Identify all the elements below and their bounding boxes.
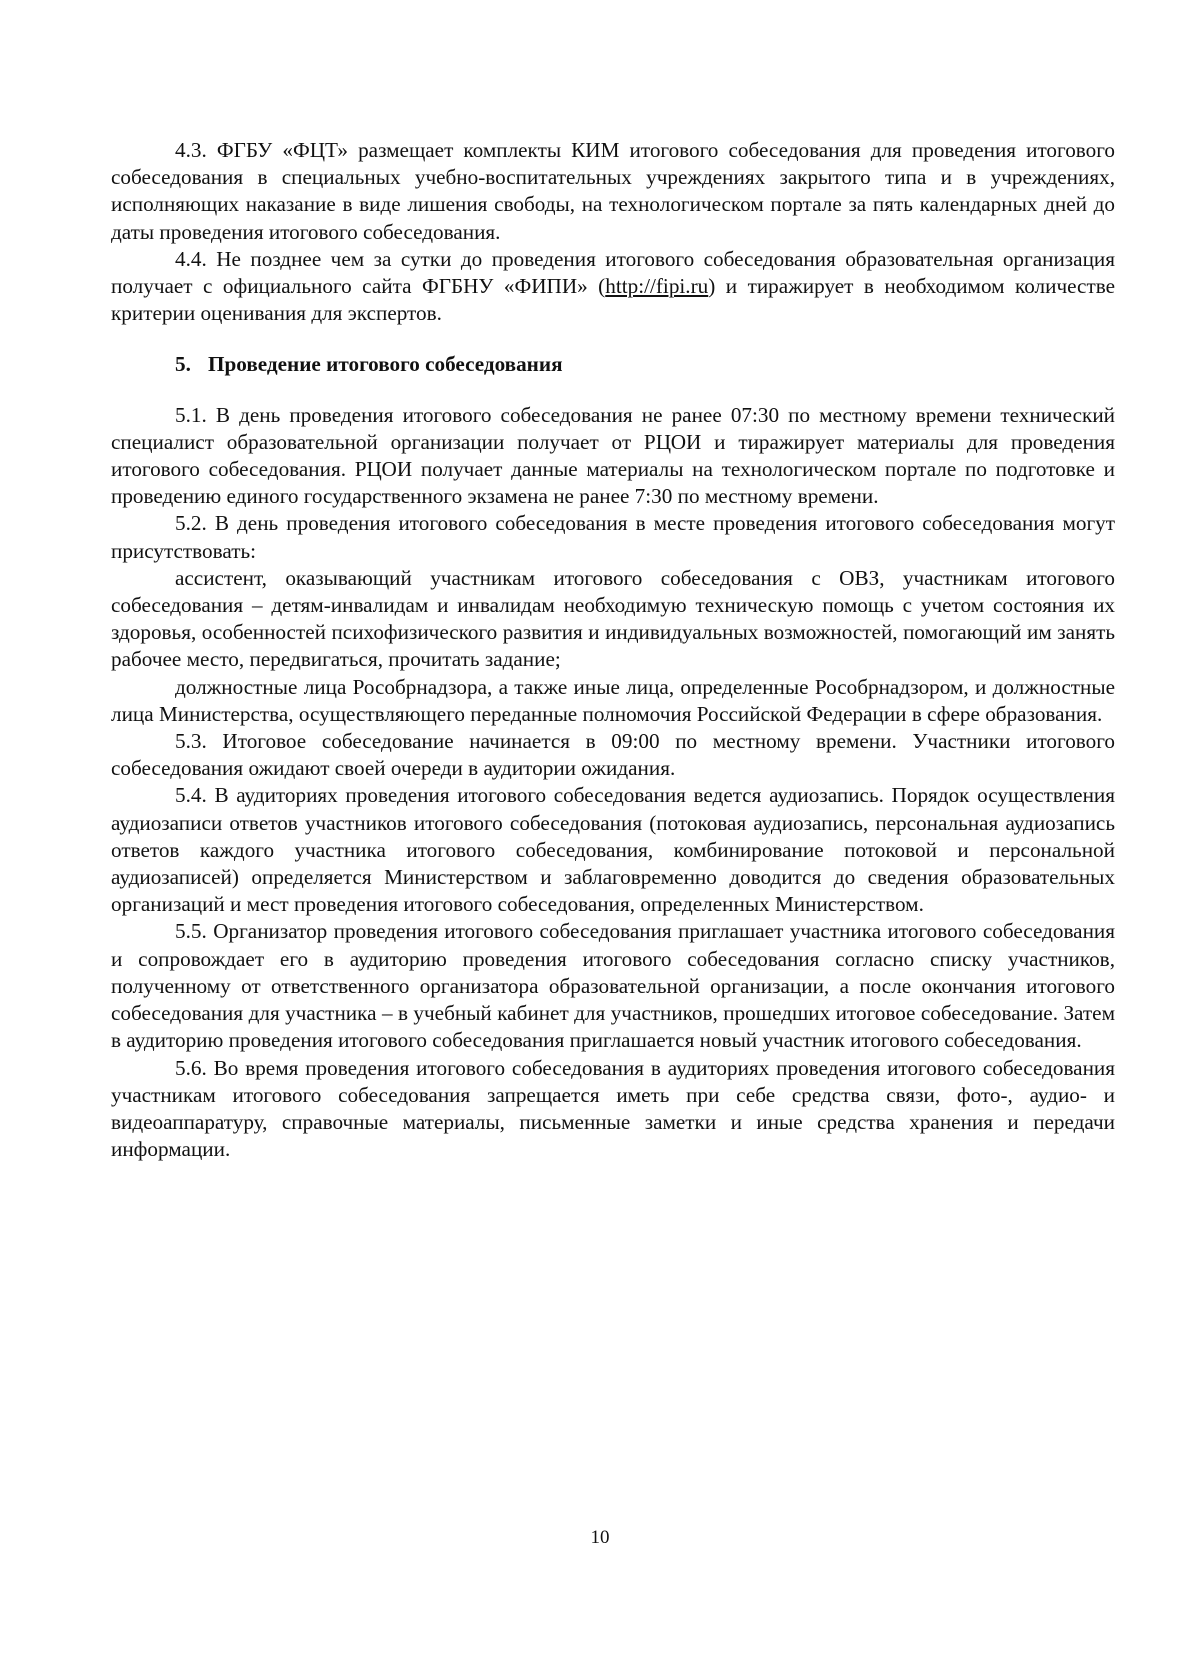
paragraph-4-4-text-before-link: 4.4. Не позднее чем за сутки до проведения итогового собеседования образовательная организация получает с официального сайта ФГБНУ «ФИПИ» ( — [111, 246, 1115, 299]
page-number: 10 — [590, 1527, 610, 1548]
paragraph-4-4-text-after-link: ) и тиражирует в необходимом количестве критерии оценивания для экспертов. — [111, 274, 1116, 326]
section-heading — [175, 351, 1115, 378]
paragraph-4-3: 4.3. ФГБУ «ФЦТ» размещает комплекты КИМ итогового собеседования для проведения итогового собеседования в специальных учебно-воспитательных учреждениях закрытого типа и в учреждениях, исполняющих наказание в виде лишения свободы, на технологическом портале за пять календарных дней до даты проведения итогового собеседования. — [111, 138, 1115, 244]
paragraph-5-3: 5.3. Итоговое собеседование начинается в 09:00 по местному времени. Участники итогового собеседования ожидают своей очереди в аудитории ожидания. — [111, 729, 1115, 781]
paragraph-5-4: 5.4. В аудиториях проведения итогового собеседования ведется аудиозапись. Порядок осуществления аудиозаписи ответов участников итогового собеседования (потоковая аудиозапись, персональная аудиозапись ответов каждого участника итогового собеседования, комбинирование потоковой и персональной аудиозаписей) определяется Министерством и заблаговременно доводится до сведения образовательных организаций и мест проведения итогового собеседования, определенных Министерством. — [111, 783, 1115, 917]
paragraph-5-5: 5.5. Организатор проведения итогового собеседования приглашает участника итогового собеседования и сопровождает его в аудиторию проведения итогового собеседования согласно списку участников, полученному от ответственного организатора образовательной организации, а после окончания итогового собеседования для участника – в учебный кабинет для участников, прошедших итоговое собеседование. Затем в аудиторию проведения итогового собеседования приглашается новый участник итогового собеседования. — [111, 919, 1115, 1053]
section-number: 5. — [175, 352, 191, 377]
paragraph-5-6: 5.6. Во время проведения итогового собеседования в аудиториях проведения итогового собеседования участникам итогового собеседования запрещается иметь при себе средства связи, фото-, аудио- и видеоаппаратуру, справочные материалы, письменные заметки и иные средства хранения и передачи информации. — [111, 1055, 1115, 1162]
document-page — [111, 137, 1115, 1163]
fipi-link[interactable]: http://fipi.ru — [605, 274, 709, 299]
paragraph-5-2-officials: должностные лица Рособрнадзора, а также иные лица, определенные Рособрнадзором, и должностные лица Министерства, осуществляющего переданные полномочия Российской Федерации в сфере образования. — [111, 674, 1115, 726]
paragraph-4-4 — [111, 246, 1115, 328]
section-title: Проведение итогового собеседования — [208, 352, 563, 377]
paragraph-5-1: 5.1. В день проведения итогового собеседования не ранее 07:30 по местному времени технический специалист образовательной организации получает от РЦОИ и тиражирует материалы для проведения итогового собеседования. РЦОИ получает данные материалы на технологическом портале по подготовке и проведению единого государственного экзамена не ранее 7:30 по местному времени. — [111, 402, 1115, 509]
paragraph-5-2-assistant: ассистент, оказывающий участникам итогового собеседования с ОВЗ, участникам итогового собеседования – детям-инвалидам и инвалидам необходимую техническую помощь с учетом состояния их здоровья, особенностей психофизического развития и индивидуальных возможностей, помогающий им занять рабочее место, передвигаться, прочитать задание; — [111, 565, 1115, 672]
paragraph-5-2: 5.2. В день проведения итогового собеседования в месте проведения итогового собеседования могут присутствовать: — [111, 511, 1115, 563]
